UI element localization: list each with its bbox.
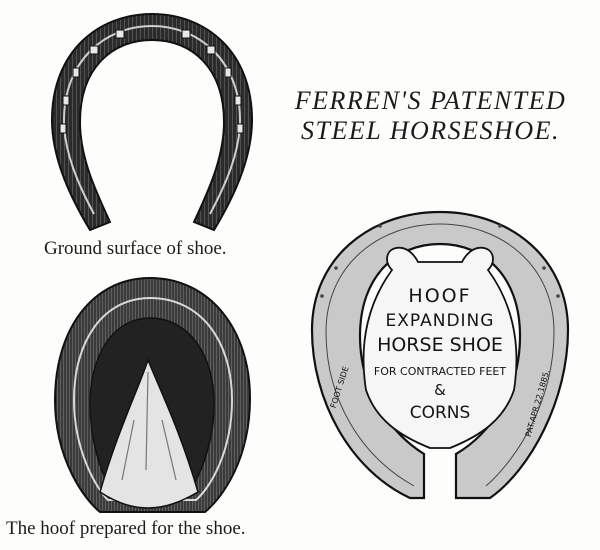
inscription-horse-shoe: HORSE SHOE xyxy=(377,334,503,356)
inscription-foot-side: FOOT SIDE xyxy=(328,365,351,410)
inscription-for-contracted-feet: FOR CONTRACTED FEET xyxy=(373,365,507,378)
inscription-patent-date: PAT.APR.22.1885. xyxy=(523,368,552,438)
caption-hoof-prepared: The hoof prepared for the shoe. xyxy=(6,518,246,539)
title-line-1: FERREN'S PATENTED xyxy=(294,86,567,115)
caption-ground-surface: Ground surface of shoe. xyxy=(44,238,227,259)
inscription-hoof: HOOF xyxy=(408,285,472,307)
shoe-outer-outline xyxy=(52,14,252,230)
hoof-prepared-figure xyxy=(55,278,250,512)
expanding-horseshoe-figure xyxy=(312,212,568,498)
inscription-expanding: EXPANDING xyxy=(385,311,495,331)
inscription-corns: CORNS xyxy=(409,403,471,423)
title-line-2: STEEL HORSESHOE. xyxy=(301,116,560,145)
inscription-ampersand: & xyxy=(434,381,446,399)
